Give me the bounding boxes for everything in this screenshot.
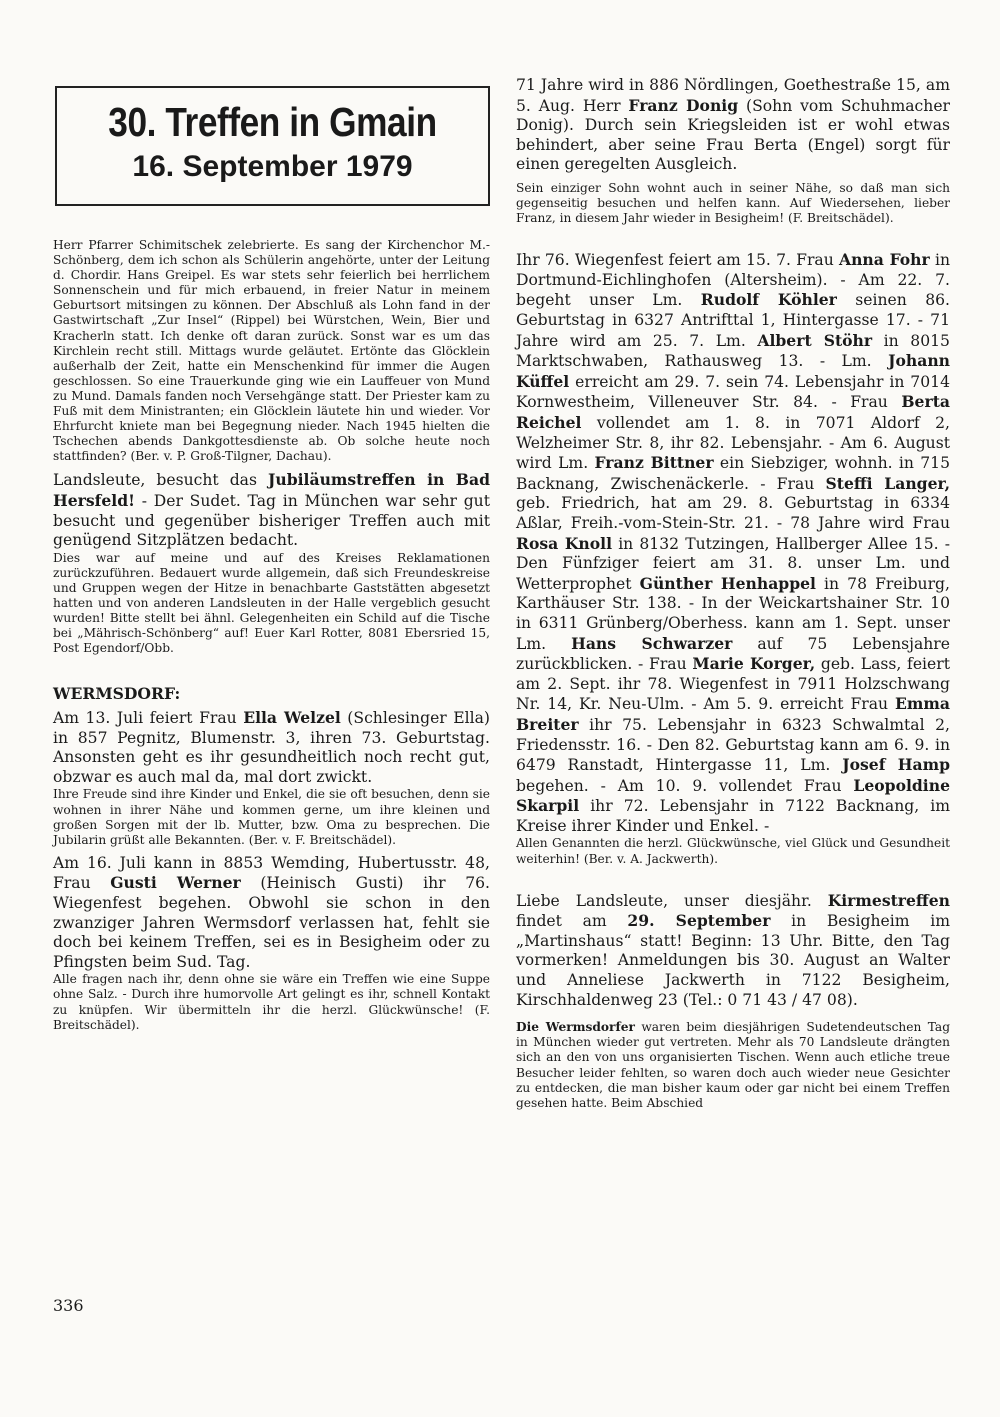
person-name: Rudolf Köhler [700,290,837,310]
paragraph-sudetentag: Die Wermsdorfer waren beim diesjährigen Sudetendeutschen Tag in München wieder gut vertreten. Mehr als 70 Landsleute drängten sich an den von uns organisierten Tischen. Wenn auch etliche treue Besucher leider fehlten, so waren doch auch wieder neue Gesichter zu entdecken, die man bisher kaum oder gar nicht bei einem Treffen gesehen hatte. Beim Abschied [516,1020,951,1110]
paragraph-werner: Am 16. Juli kann in 8853 Wemding, Hubertusstr. 48, Frau Gusti Werner (Heinisch Gusti) ihr 76. Wiegenfest begehen. Obwohl sie schon in den zwanziger Jahren Wermsdorf verlassen hat, fehlt sie doch bei keinem Treffen, sei es in Besigheim oder zu Pfingsten beim Sud. Tag. [53,853,490,971]
paragraph-donig: 71 Jahre wird in 886 Nördlingen, Goethestraße 15, am 5. Aug. Herr Franz Donig (Sohn vom Schuhmacher Donig). Durch sein Kriegsleiden ist er wohl etwas behindert, aber seine Frau Berta (Engel) sorgt für einen geregelten Ausgleich. [516,76,951,174]
headline-date: 16. September 1979 [132,150,413,183]
person-name: Franz Bittner [594,453,714,473]
text-run: seinen 86. Geburtstag in 6327 Antrifttal 1, Hintergasse 17. - 71 Jahre wird am 25. 7. Lm. [516,291,951,350]
person-name: Steffi Langer, [825,473,950,493]
text-run: erreicht am 29. 7. sein 74. Lebensjahr in 7014 Kornwestheim, Villeneuver Str. 84. - Frau [516,372,950,412]
paragraph-birthdays [516,250,950,836]
paragraph-welzel-detail: Ihre Freude sind ihre Kinder und Enkel, die sie oft besuchen, denn sie wohnen in ihrer Nähe und kommen gerne, um ihre kleinen und großen Sorgen mit der lb. Mutter, bzw. Oma zu besprechen. Die Jubilarin grüßt alle Bekannten. (Ber. v. F. Breitschädel). [53,787,490,847]
text-run: ihr 75. Lebensjahr in 6323 Schwalmtal 2, Friedensstr. 16. - Den 82. Geburtstag kann am 6. 9. in 6479 Ranstadt, Hintergasse 11, Lm. [516,715,950,775]
headline-title: 30. Treffen in Gmain [108,99,437,145]
text-run: in Besigheim im „Martinshaus“ statt! Beginn: 13 Uhr. Bitte, den Tag vormerken! Anmeldungen bis 30. August an Walter und Anneliese Jackwerth in 7122 Besigheim, Kirschhaldenweg 23 (Tel.: 0 71 43 / 47 08). [516,912,951,1009]
paragraph-church: Herr Pfarrer Schimitschek zelebrierte. Es sang der Kirchenchor M.-Schönberg, dem ich schon als Schülerin angehörte, unter der Leitung d. Chordir. Hans Greipel. Es war stets sehr feierlich bei herrlichem Sonnenschein und für mich erbauend, in freier Natur in meinem Geburtsort mitsingen zu können. Der Abschluß als Lohn fand in der Gastwirtschaft „Zur Insel“ (Rippel) bei Würstchen, Wein, Bier und Kracherln statt. Ich denke oft daran zurück. Sonst war es um das Kirchlein recht still. Mittags wurde geläutet. Ertönte das Glöcklein außerhalb der Zeit, hatte ein Menschenkind für immer die Augen geschlossen. So eine Trauerkunde ging wie ein Lauffeuer von Mund zu Mund. Damals fanden noch Versehgänge statt. Der Priester kam zu Fuß mit dem Ministranten; ein Glöcklein läutete hin und wieder. Vor Ehrfurcht kniete man bei Begegnung nieder. Nach 1945 hielten die Tschechen abends Dankgottesdienste ab. Ob solche heute noch stattfinden? (Ber. v. P. Groß-Tilgner, Dachau). [53,238,490,464]
person-name: Leopoldine Skarpil [516,775,950,816]
text-run: vollendet am 1. 8. in 7071 Aldorf 2, Welzheimer Str. 8, ihr 82. Lebensjahr. - Am 6. August wird Lm. [516,414,950,473]
text-run: in 8132 Tutzingen, Hallberger Allee 15. - Den Fünfziger feiert am 31. 8. unser Lm. und Wetterprophet [516,534,951,593]
text-run: Ihr 76. Wiegenfest feiert am 15. 7. Frau [516,251,839,270]
headline-box [55,86,490,206]
paragraph-donig-detail: Sein einziger Sohn wohnt auch in seiner Nähe, so daß man sich gegenseitig besuchen und helfen kann. Auf Wiedersehen, lieber Franz, in diesem Jahr wieder in Besigheim! (F. Breitschädel). [516,180,950,226]
person-name: Josef Hamp [842,755,951,775]
person-name: Albert Stöhr [757,330,873,350]
person-name: Anna Fohr [839,250,930,270]
text-run: begehen. - Am 10. 9. vollendet Frau [516,776,854,795]
left-column [53,86,490,1033]
person-name: Rosa Knoll [516,533,613,553]
text-run: geb. Lass, feiert am 2. Sept. ihr 78. Wiegenfest in 7911 Holzschwang Nr. 14, Kr. Neu-Ulm. - Am 5. 9. erreicht Frau [516,655,950,714]
person-name: 29. September [627,911,771,931]
paragraph-jubilee: Landsleute, besucht das Jubiläumstreffen in Bad Hersfeld! - Der Sudet. Tag in München war sehr gut besucht und gegenüber bisheriger Treffen auch mit genügend Sitzplätzen bedacht. [53,470,490,550]
person-name: Berta Reichel [516,392,950,432]
paragraph-jubilee-detail: Dies war auf meine und auf des Kreises Reklamationen zurückzuführen. Bedauert wurde allgemein, daß sich Freundeskreise und Gruppen wegen der Hitze in benachbarte Gaststätten abgesetzt hatten und von anderen Landsleuten in der Halle vergeblich gesucht wurden! Bitte stellt bei ähnl. Gelegenheiten ein Schild auf die Tische bei „Mährisch-Schönberg“ auf! Euer Karl Rotter, 8081 Ebersried 15, Post Egendorf/Obb. [53,550,490,656]
text-run: findet am [516,912,628,931]
person-name: Günther Henhappel [639,573,816,593]
right-column [516,76,950,1111]
paragraph-congratulations: Allen Genannten die herzl. Glückwünsche, viel Glück und Gesundheit weiterhin! (Ber. v. A. Jackwerth). [516,836,950,866]
paragraph-kirmestreffen [516,891,950,1011]
text-run: geb. Friedrich, hat am 29. 8. Geburtstag in 6334 Aßlar, Freih.-vom-Stein-Str. 21. - 78 Jahre wird Frau [516,494,950,532]
text-run: ihr 72. Lebensjahr in 7122 Backnang, im Kreise ihrer Kinder und Enkel. - [516,797,950,835]
section-heading-wermsdorf: WERMSDORF: [53,684,181,704]
person-name: Emma Breiter [516,694,950,734]
person-name: Kirmestreffen [827,890,950,910]
text-run: ein Siebziger, wohnh. in 715 Backnang, Zwischenäckerle. - Frau [516,454,950,493]
text-run: in 8015 Marktschwaben, Rathausweg 13. - Lm. [516,331,950,371]
text-run: Liebe Landsleute, unser diesjähr. [516,891,828,910]
text-run: in Dortmund-Eichlinghofen (Altersheim). - Am 22. 7. begeht unser Lm. [516,251,950,310]
person-name: Johann Küffel [516,351,950,391]
text-run: in 78 Freiburg, Karthäuser Str. 138. - In der Weickartshainer Str. 10 in 6311 Grünberg/Oberhess. kann am 1. Sept. unser Lm. [516,574,950,653]
paragraph-welzel: Am 13. Juli feiert Frau Ella Welzel (Schlesinger Ella) in 857 Pegnitz, Blumenstr. 3, ihren 73. Geburtstag. Ansonsten geht es ihr gesundheitlich noch recht gut, obzwar es auch mal da, mal dort zwickt. [53,708,490,786]
paragraph-werner-detail: Alle fragen nach ihr, denn ohne sie wäre ein Treffen wie eine Suppe ohne Salz. - Durch ihre humorvolle Art gelingt es ihr, schnell Kontakt zu knüpfen. Wir übermitteln ihr die herzl. Glückwünsche! (F. Breitschädel). [53,972,490,1032]
page-number: 336 [53,1296,84,1315]
text-run: auf 75 Lebensjahre zurückblicken. - Frau [516,634,950,674]
person-name: Marie Korger, [692,654,816,674]
person-name: Hans Schwarzer [571,633,733,653]
